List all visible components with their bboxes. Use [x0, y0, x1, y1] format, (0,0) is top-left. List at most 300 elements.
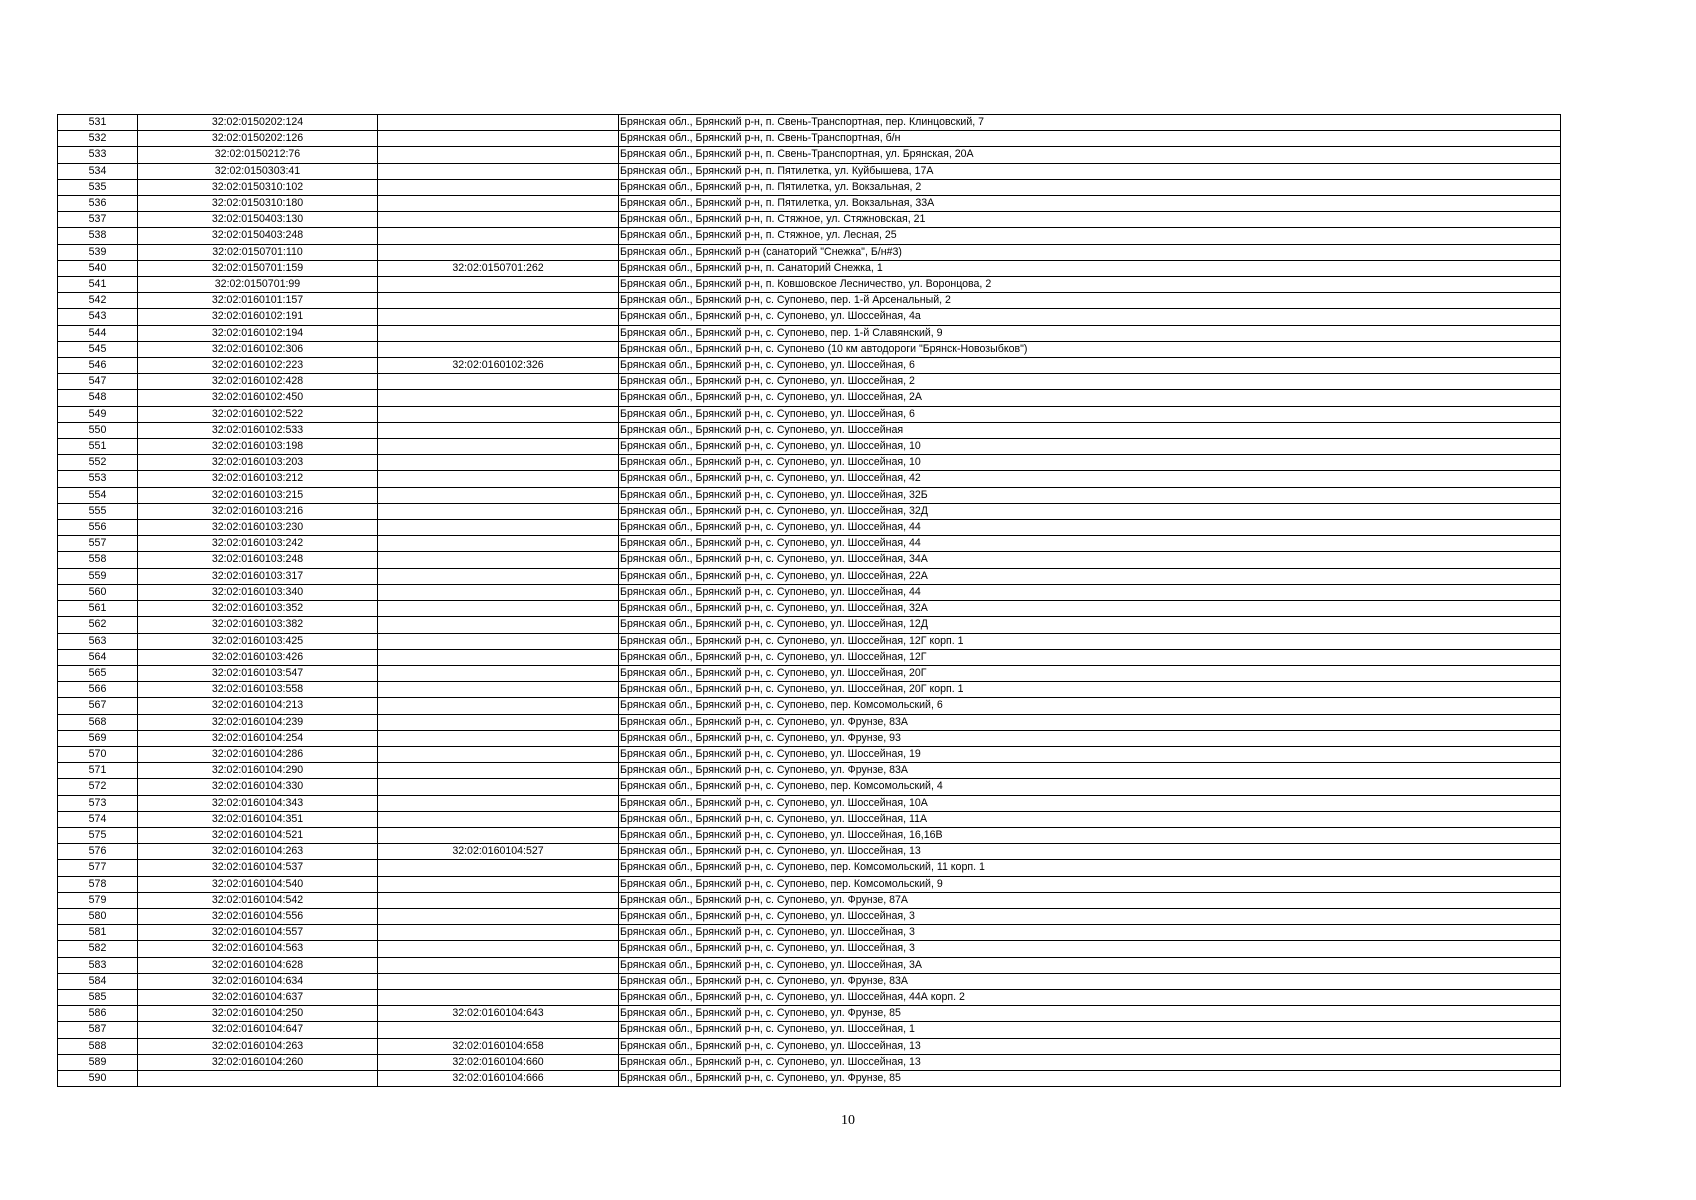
- cadastral-number-cell: 32:02:0160104:637: [138, 989, 378, 1005]
- row-number-cell: 575: [58, 827, 138, 843]
- table-row: [58, 892, 1561, 908]
- table-row: [58, 908, 1561, 924]
- related-cadastral-number-cell: [378, 584, 619, 600]
- table-row: [58, 633, 1561, 649]
- address-cell: Брянская обл., Брянский р-н, с. Супонево, ул. Шоссейная, 3А: [619, 957, 1561, 973]
- related-cadastral-number-cell: [378, 163, 619, 179]
- row-number-cell: 576: [58, 844, 138, 860]
- related-cadastral-number-cell: [378, 471, 619, 487]
- related-cadastral-number-cell: [378, 536, 619, 552]
- related-cadastral-number-cell: [378, 957, 619, 973]
- table-row: [58, 406, 1561, 422]
- related-cadastral-number-cell: [378, 147, 619, 163]
- table-row: [58, 730, 1561, 746]
- cadastral-number-cell: 32:02:0160103:340: [138, 584, 378, 600]
- table-row: [58, 309, 1561, 325]
- cadastral-number-cell: 32:02:0160102:223: [138, 358, 378, 374]
- address-cell: Брянская обл., Брянский р-н, с. Супонево, ул. Фрунзе, 83А: [619, 714, 1561, 730]
- address-cell: Брянская обл., Брянский р-н, с. Супонево, ул. Шоссейная, 4а: [619, 309, 1561, 325]
- table-row: [58, 617, 1561, 633]
- table-row: [58, 471, 1561, 487]
- related-cadastral-number-cell: [378, 244, 619, 260]
- cadastral-number-cell: 32:02:0160101:157: [138, 293, 378, 309]
- row-number-cell: 564: [58, 649, 138, 665]
- row-number-cell: 538: [58, 228, 138, 244]
- related-cadastral-number-cell: [378, 876, 619, 892]
- table-row: [58, 503, 1561, 519]
- row-number-cell: 567: [58, 698, 138, 714]
- row-number-cell: 542: [58, 293, 138, 309]
- row-number-cell: 548: [58, 390, 138, 406]
- related-cadastral-number-cell: [378, 892, 619, 908]
- table-row: [58, 714, 1561, 730]
- row-number-cell: 540: [58, 260, 138, 276]
- cadastral-number-cell: 32:02:0160104:263: [138, 1038, 378, 1054]
- related-cadastral-number-cell: [378, 746, 619, 762]
- table-row: [58, 1054, 1561, 1070]
- address-cell: Брянская обл., Брянский р-н, п. Стяжное, ул. Стяжновская, 21: [619, 212, 1561, 228]
- address-cell: Брянская обл., Брянский р-н, с. Супонево, ул. Шоссейная, 12Г корп. 1: [619, 633, 1561, 649]
- row-number-cell: 563: [58, 633, 138, 649]
- address-cell: Брянская обл., Брянский р-н, с. Супонево, ул. Шоссейная, 44: [619, 520, 1561, 536]
- related-cadastral-number-cell: [378, 925, 619, 941]
- cadastral-number-cell: 32:02:0160103:352: [138, 601, 378, 617]
- address-cell: Брянская обл., Брянский р-н, с. Супонево, ул. Шоссейная, 13: [619, 1054, 1561, 1070]
- related-cadastral-number-cell: [378, 212, 619, 228]
- table-row: [58, 941, 1561, 957]
- table-row: [58, 212, 1561, 228]
- related-cadastral-number-cell: [378, 665, 619, 681]
- related-cadastral-number-cell: [378, 455, 619, 471]
- related-cadastral-number-cell: [378, 827, 619, 843]
- table-row: [58, 601, 1561, 617]
- related-cadastral-number-cell: [378, 503, 619, 519]
- table-row: [58, 341, 1561, 357]
- cadastral-number-cell: 32:02:0160104:542: [138, 892, 378, 908]
- cadastral-number-cell: 32:02:0160104:563: [138, 941, 378, 957]
- address-cell: Брянская обл., Брянский р-н, с. Супонево, пер. 1-й Арсенальный, 2: [619, 293, 1561, 309]
- cadastral-number-cell: 32:02:0160103:558: [138, 682, 378, 698]
- table-row: [58, 552, 1561, 568]
- table-row: [58, 698, 1561, 714]
- related-cadastral-number-cell: [378, 989, 619, 1005]
- row-number-cell: 571: [58, 763, 138, 779]
- cadastral-number-cell: 32:02:0150310:180: [138, 196, 378, 212]
- row-number-cell: 537: [58, 212, 138, 228]
- cadastral-number-cell: 32:02:0150212:76: [138, 147, 378, 163]
- cadastral-number-cell: 32:02:0160104:260: [138, 1054, 378, 1070]
- address-cell: Брянская обл., Брянский р-н, с. Супонево, ул. Фрунзе, 85: [619, 1070, 1561, 1086]
- cadastral-number-cell: 32:02:0160103:248: [138, 552, 378, 568]
- cadastral-number-cell: 32:02:0150310:102: [138, 179, 378, 195]
- cadastral-number-cell: 32:02:0160104:540: [138, 876, 378, 892]
- address-cell: Брянская обл., Брянский р-н, с. Супонево, ул. Шоссейная, 3: [619, 925, 1561, 941]
- row-number-cell: 535: [58, 179, 138, 195]
- cadastral-number-cell: 32:02:0160102:428: [138, 374, 378, 390]
- related-cadastral-number-cell: [378, 763, 619, 779]
- row-number-cell: 554: [58, 487, 138, 503]
- related-cadastral-number-cell: 32:02:0160104:666: [378, 1070, 619, 1086]
- address-cell: Брянская обл., Брянский р-н, с. Супонево, ул. Шоссейная, 3: [619, 941, 1561, 957]
- cadastral-number-cell: 32:02:0160104:343: [138, 795, 378, 811]
- related-cadastral-number-cell: [378, 682, 619, 698]
- address-cell: Брянская обл., Брянский р-н, с. Супонево, ул. Фрунзе, 85: [619, 1006, 1561, 1022]
- cadastral-number-cell: 32:02:0160103:425: [138, 633, 378, 649]
- related-cadastral-number-cell: [378, 406, 619, 422]
- row-number-cell: 581: [58, 925, 138, 941]
- row-number-cell: 546: [58, 358, 138, 374]
- cadastral-number-cell: 32:02:0160104:556: [138, 908, 378, 924]
- related-cadastral-number-cell: [378, 568, 619, 584]
- related-cadastral-number-cell: [378, 1022, 619, 1038]
- table-row: [58, 147, 1561, 163]
- cadastral-number-cell: 32:02:0160104:647: [138, 1022, 378, 1038]
- related-cadastral-number-cell: [378, 973, 619, 989]
- table-row: [58, 520, 1561, 536]
- cadastral-number-cell: 32:02:0150303:41: [138, 163, 378, 179]
- address-cell: Брянская обл., Брянский р-н, с. Супонево, ул. Шоссейная, 10А: [619, 795, 1561, 811]
- table-row: [58, 876, 1561, 892]
- table-row: [58, 584, 1561, 600]
- address-cell: Брянская обл., Брянский р-н, с. Супонево, пер. 1-й Славянский, 9: [619, 325, 1561, 341]
- address-cell: Брянская обл., Брянский р-н, с. Супонево, ул. Шоссейная, 2А: [619, 390, 1561, 406]
- row-number-cell: 543: [58, 309, 138, 325]
- related-cadastral-number-cell: [378, 487, 619, 503]
- cadastral-number-cell: 32:02:0160104:254: [138, 730, 378, 746]
- table-row: [58, 844, 1561, 860]
- related-cadastral-number-cell: 32:02:0160104:658: [378, 1038, 619, 1054]
- table-row: [58, 374, 1561, 390]
- related-cadastral-number-cell: [378, 374, 619, 390]
- row-number-cell: 570: [58, 746, 138, 762]
- address-cell: Брянская обл., Брянский р-н, с. Супонево, ул. Шоссейная, 34А: [619, 552, 1561, 568]
- cadastral-number-cell: 32:02:0160103:242: [138, 536, 378, 552]
- address-cell: Брянская обл., Брянский р-н, с. Супонево, ул. Фрунзе, 83А: [619, 763, 1561, 779]
- row-number-cell: 568: [58, 714, 138, 730]
- row-number-cell: 556: [58, 520, 138, 536]
- address-cell: Брянская обл., Брянский р-н, с. Супонево, ул. Шоссейная, 6: [619, 406, 1561, 422]
- table-row: [58, 179, 1561, 195]
- address-cell: Брянская обл., Брянский р-н, с. Супонево, пер. Комсомольский, 6: [619, 698, 1561, 714]
- related-cadastral-number-cell: [378, 309, 619, 325]
- related-cadastral-number-cell: [378, 714, 619, 730]
- address-cell: Брянская обл., Брянский р-н, п. Стяжное, ул. Лесная, 25: [619, 228, 1561, 244]
- address-cell: Брянская обл., Брянский р-н, с. Супонево, ул. Шоссейная, 10: [619, 455, 1561, 471]
- related-cadastral-number-cell: [378, 941, 619, 957]
- row-number-cell: 555: [58, 503, 138, 519]
- related-cadastral-number-cell: [378, 293, 619, 309]
- row-number-cell: 532: [58, 131, 138, 147]
- cadastral-number-cell: 32:02:0160103:382: [138, 617, 378, 633]
- address-cell: Брянская обл., Брянский р-н, п. Свень-Транспортная, ул. Брянская, 20А: [619, 147, 1561, 163]
- related-cadastral-number-cell: [378, 341, 619, 357]
- table-row: [58, 277, 1561, 293]
- row-number-cell: 553: [58, 471, 138, 487]
- row-number-cell: 585: [58, 989, 138, 1005]
- row-number-cell: 551: [58, 439, 138, 455]
- address-cell: Брянская обл., Брянский р-н, с. Супонево, ул. Шоссейная: [619, 422, 1561, 438]
- cadastral-number-cell: 32:02:0160103:426: [138, 649, 378, 665]
- table-row: [58, 536, 1561, 552]
- related-cadastral-number-cell: [378, 730, 619, 746]
- cadastral-number-cell: 32:02:0160102:191: [138, 309, 378, 325]
- table-row: [58, 1070, 1561, 1086]
- row-number-cell: 580: [58, 908, 138, 924]
- address-cell: Брянская обл., Брянский р-н, с. Супонево, ул. Шоссейная, 19: [619, 746, 1561, 762]
- row-number-cell: 561: [58, 601, 138, 617]
- address-cell: Брянская обл., Брянский р-н, с. Супонево, пер. Комсомольский, 4: [619, 779, 1561, 795]
- table-row: [58, 260, 1561, 276]
- related-cadastral-number-cell: [378, 552, 619, 568]
- row-number-cell: 573: [58, 795, 138, 811]
- row-number-cell: 572: [58, 779, 138, 795]
- cadastral-number-cell: 32:02:0160103:547: [138, 665, 378, 681]
- table-row: [58, 763, 1561, 779]
- table-row: [58, 487, 1561, 503]
- row-number-cell: 589: [58, 1054, 138, 1070]
- related-cadastral-number-cell: [378, 811, 619, 827]
- related-cadastral-number-cell: [378, 179, 619, 195]
- address-cell: Брянская обл., Брянский р-н, п. Свень-Транспортная, б/н: [619, 131, 1561, 147]
- cadastral-number-cell: 32:02:0160103:203: [138, 455, 378, 471]
- related-cadastral-number-cell: [378, 325, 619, 341]
- table-row: [58, 115, 1561, 131]
- address-cell: Брянская обл., Брянский р-н, с. Супонево, ул. Шоссейная, 16,16В: [619, 827, 1561, 843]
- table-row: [58, 358, 1561, 374]
- address-cell: Брянская обл., Брянский р-н, п. Пятилетка, ул. Вокзальная, 33А: [619, 196, 1561, 212]
- table-row: [58, 293, 1561, 309]
- cadastral-number-cell: 32:02:0150403:248: [138, 228, 378, 244]
- related-cadastral-number-cell: [378, 779, 619, 795]
- cadastral-number-cell: 32:02:0150202:124: [138, 115, 378, 131]
- row-number-cell: 533: [58, 147, 138, 163]
- cadastral-number-cell: 32:02:0160104:286: [138, 746, 378, 762]
- cadastral-number-cell: [138, 1070, 378, 1086]
- row-number-cell: 582: [58, 941, 138, 957]
- table-row: [58, 957, 1561, 973]
- row-number-cell: 539: [58, 244, 138, 260]
- table-row: [58, 925, 1561, 941]
- row-number-cell: 588: [58, 1038, 138, 1054]
- address-cell: Брянская обл., Брянский р-н, с. Супонево, пер. Комсомольский, 9: [619, 876, 1561, 892]
- address-cell: Брянская обл., Брянский р-н, с. Супонево, ул. Шоссейная, 6: [619, 358, 1561, 374]
- registry-table-body: [58, 115, 1561, 1087]
- cadastral-number-cell: 32:02:0160103:216: [138, 503, 378, 519]
- row-number-cell: 584: [58, 973, 138, 989]
- cadastral-number-cell: 32:02:0160102:194: [138, 325, 378, 341]
- address-cell: Брянская обл., Брянский р-н, с. Супонево, ул. Шоссейная, 11А: [619, 811, 1561, 827]
- row-number-cell: 552: [58, 455, 138, 471]
- cadastral-number-cell: 32:02:0160104:351: [138, 811, 378, 827]
- address-cell: Брянская обл., Брянский р-н, с. Супонево, ул. Шоссейная, 12Д: [619, 617, 1561, 633]
- address-cell: Брянская обл., Брянский р-н, с. Супонево, ул. Шоссейная, 20Г: [619, 665, 1561, 681]
- address-cell: Брянская обл., Брянский р-н, с. Супонево, ул. Шоссейная, 42: [619, 471, 1561, 487]
- row-number-cell: 574: [58, 811, 138, 827]
- address-cell: Брянская обл., Брянский р-н, с. Супонево, ул. Фрунзе, 83А: [619, 973, 1561, 989]
- cadastral-number-cell: 32:02:0160104:537: [138, 860, 378, 876]
- row-number-cell: 587: [58, 1022, 138, 1038]
- address-cell: Брянская обл., Брянский р-н, с. Супонево, ул. Фрунзе, 93: [619, 730, 1561, 746]
- cadastral-number-cell: 32:02:0160103:198: [138, 439, 378, 455]
- address-cell: Брянская обл., Брянский р-н, с. Супонево, ул. Шоссейная, 32А: [619, 601, 1561, 617]
- related-cadastral-number-cell: [378, 649, 619, 665]
- address-cell: Брянская обл., Брянский р-н, с. Супонево, ул. Шоссейная, 20Г корп. 1: [619, 682, 1561, 698]
- address-cell: Брянская обл., Брянский р-н, п. Свень-Транспортная, пер. Клинцовский, 7: [619, 115, 1561, 131]
- cadastral-number-cell: 32:02:0160103:212: [138, 471, 378, 487]
- related-cadastral-number-cell: 32:02:0160104:660: [378, 1054, 619, 1070]
- table-row: [58, 439, 1561, 455]
- related-cadastral-number-cell: [378, 908, 619, 924]
- related-cadastral-number-cell: 32:02:0160104:643: [378, 1006, 619, 1022]
- table-row: [58, 568, 1561, 584]
- address-cell: Брянская обл., Брянский р-н, п. Пятилетка, ул. Куйбышева, 17А: [619, 163, 1561, 179]
- address-cell: Брянская обл., Брянский р-н, п. Санаторий Снежка, 1: [619, 260, 1561, 276]
- row-number-cell: 531: [58, 115, 138, 131]
- cadastral-number-cell: 32:02:0150403:130: [138, 212, 378, 228]
- related-cadastral-number-cell: [378, 795, 619, 811]
- address-cell: Брянская обл., Брянский р-н, с. Супонево, ул. Шоссейная, 22А: [619, 568, 1561, 584]
- address-cell: Брянская обл., Брянский р-н, с. Супонево, ул. Шоссейная, 13: [619, 844, 1561, 860]
- table-row: [58, 860, 1561, 876]
- cadastral-number-cell: 32:02:0160102:306: [138, 341, 378, 357]
- related-cadastral-number-cell: [378, 131, 619, 147]
- row-number-cell: 557: [58, 536, 138, 552]
- related-cadastral-number-cell: [378, 617, 619, 633]
- cadastral-number-cell: 32:02:0160104:634: [138, 973, 378, 989]
- address-cell: Брянская обл., Брянский р-н, с. Супонево (10 км автодороги "Брянск-Новозыбков"): [619, 341, 1561, 357]
- related-cadastral-number-cell: 32:02:0160102:326: [378, 358, 619, 374]
- cadastral-number-cell: 32:02:0160104:263: [138, 844, 378, 860]
- address-cell: Брянская обл., Брянский р-н, с. Супонево, ул. Шоссейная, 44: [619, 584, 1561, 600]
- cadastral-number-cell: 32:02:0160104:330: [138, 779, 378, 795]
- cadastral-number-cell: 32:02:0160103:230: [138, 520, 378, 536]
- cadastral-number-cell: 32:02:0160104:250: [138, 1006, 378, 1022]
- cadastral-number-cell: 32:02:0160103:317: [138, 568, 378, 584]
- cadastral-number-cell: 32:02:0160104:557: [138, 925, 378, 941]
- cadastral-number-cell: 32:02:0150701:99: [138, 277, 378, 293]
- row-number-cell: 550: [58, 422, 138, 438]
- cadastral-number-cell: 32:02:0160104:290: [138, 763, 378, 779]
- address-cell: Брянская обл., Брянский р-н, п. Ковшовское Лесничество, ул. Воронцова, 2: [619, 277, 1561, 293]
- related-cadastral-number-cell: [378, 860, 619, 876]
- related-cadastral-number-cell: 32:02:0160104:527: [378, 844, 619, 860]
- address-cell: Брянская обл., Брянский р-н, с. Супонево, ул. Шоссейная, 10: [619, 439, 1561, 455]
- registry-table: [57, 114, 1561, 1087]
- address-cell: Брянская обл., Брянский р-н, с. Супонево, ул. Шоссейная, 32Б: [619, 487, 1561, 503]
- table-row: [58, 682, 1561, 698]
- row-number-cell: 566: [58, 682, 138, 698]
- row-number-cell: 583: [58, 957, 138, 973]
- cadastral-number-cell: 32:02:0160102:450: [138, 390, 378, 406]
- cadastral-number-cell: 32:02:0150202:126: [138, 131, 378, 147]
- table-row: [58, 827, 1561, 843]
- cadastral-number-cell: 32:02:0160104:239: [138, 714, 378, 730]
- cadastral-number-cell: 32:02:0160102:522: [138, 406, 378, 422]
- related-cadastral-number-cell: [378, 422, 619, 438]
- row-number-cell: 590: [58, 1070, 138, 1086]
- row-number-cell: 559: [58, 568, 138, 584]
- address-cell: Брянская обл., Брянский р-н, с. Супонево, ул. Фрунзе, 87А: [619, 892, 1561, 908]
- row-number-cell: 578: [58, 876, 138, 892]
- table-row: [58, 1006, 1561, 1022]
- address-cell: Брянская обл., Брянский р-н, с. Супонево, ул. Шоссейная, 32Д: [619, 503, 1561, 519]
- table-row: [58, 455, 1561, 471]
- address-cell: Брянская обл., Брянский р-н, с. Супонево, ул. Шоссейная, 2: [619, 374, 1561, 390]
- related-cadastral-number-cell: [378, 115, 619, 131]
- address-cell: Брянская обл., Брянский р-н, с. Супонево, ул. Шоссейная, 1: [619, 1022, 1561, 1038]
- row-number-cell: 579: [58, 892, 138, 908]
- cadastral-number-cell: 32:02:0160104:628: [138, 957, 378, 973]
- row-number-cell: 586: [58, 1006, 138, 1022]
- table-row: [58, 795, 1561, 811]
- cadastral-number-cell: 32:02:0160104:521: [138, 827, 378, 843]
- address-cell: Брянская обл., Брянский р-н, с. Супонево, пер. Комсомольский, 11 корп. 1: [619, 860, 1561, 876]
- cadastral-number-cell: 32:02:0160103:215: [138, 487, 378, 503]
- address-cell: Брянская обл., Брянский р-н, с. Супонево, ул. Шоссейная, 12Г: [619, 649, 1561, 665]
- related-cadastral-number-cell: [378, 228, 619, 244]
- table-row: [58, 390, 1561, 406]
- cadastral-number-cell: 32:02:0150701:110: [138, 244, 378, 260]
- cadastral-number-cell: 32:02:0150701:159: [138, 260, 378, 276]
- table-row: [58, 228, 1561, 244]
- row-number-cell: 565: [58, 665, 138, 681]
- row-number-cell: 544: [58, 325, 138, 341]
- table-row: [58, 244, 1561, 260]
- table-row: [58, 779, 1561, 795]
- row-number-cell: 541: [58, 277, 138, 293]
- row-number-cell: 547: [58, 374, 138, 390]
- related-cadastral-number-cell: [378, 439, 619, 455]
- table-row: [58, 163, 1561, 179]
- row-number-cell: 534: [58, 163, 138, 179]
- address-cell: Брянская обл., Брянский р-н, с. Супонево, ул. Шоссейная, 44А корп. 2: [619, 989, 1561, 1005]
- related-cadastral-number-cell: [378, 520, 619, 536]
- related-cadastral-number-cell: [378, 196, 619, 212]
- table-row: [58, 989, 1561, 1005]
- table-row: [58, 1022, 1561, 1038]
- related-cadastral-number-cell: 32:02:0150701:262: [378, 260, 619, 276]
- table-row: [58, 665, 1561, 681]
- cadastral-number-cell: 32:02:0160104:213: [138, 698, 378, 714]
- row-number-cell: 549: [58, 406, 138, 422]
- address-cell: Брянская обл., Брянский р-н, с. Супонево, ул. Шоссейная, 13: [619, 1038, 1561, 1054]
- table-row: [58, 973, 1561, 989]
- table-row: [58, 1038, 1561, 1054]
- address-cell: Брянская обл., Брянский р-н, п. Пятилетка, ул. Вокзальная, 2: [619, 179, 1561, 195]
- row-number-cell: 545: [58, 341, 138, 357]
- table-row: [58, 811, 1561, 827]
- table-row: [58, 746, 1561, 762]
- related-cadastral-number-cell: [378, 277, 619, 293]
- related-cadastral-number-cell: [378, 390, 619, 406]
- row-number-cell: 577: [58, 860, 138, 876]
- row-number-cell: 558: [58, 552, 138, 568]
- table-row: [58, 325, 1561, 341]
- row-number-cell: 562: [58, 617, 138, 633]
- row-number-cell: 560: [58, 584, 138, 600]
- table-row: [58, 131, 1561, 147]
- related-cadastral-number-cell: [378, 633, 619, 649]
- cadastral-number-cell: 32:02:0160102:533: [138, 422, 378, 438]
- row-number-cell: 569: [58, 730, 138, 746]
- page-number: 10: [841, 1113, 855, 1128]
- address-cell: Брянская обл., Брянский р-н, с. Супонево, ул. Шоссейная, 3: [619, 908, 1561, 924]
- row-number-cell: 536: [58, 196, 138, 212]
- table-row: [58, 196, 1561, 212]
- related-cadastral-number-cell: [378, 698, 619, 714]
- related-cadastral-number-cell: [378, 601, 619, 617]
- address-cell: Брянская обл., Брянский р-н, с. Супонево, ул. Шоссейная, 44: [619, 536, 1561, 552]
